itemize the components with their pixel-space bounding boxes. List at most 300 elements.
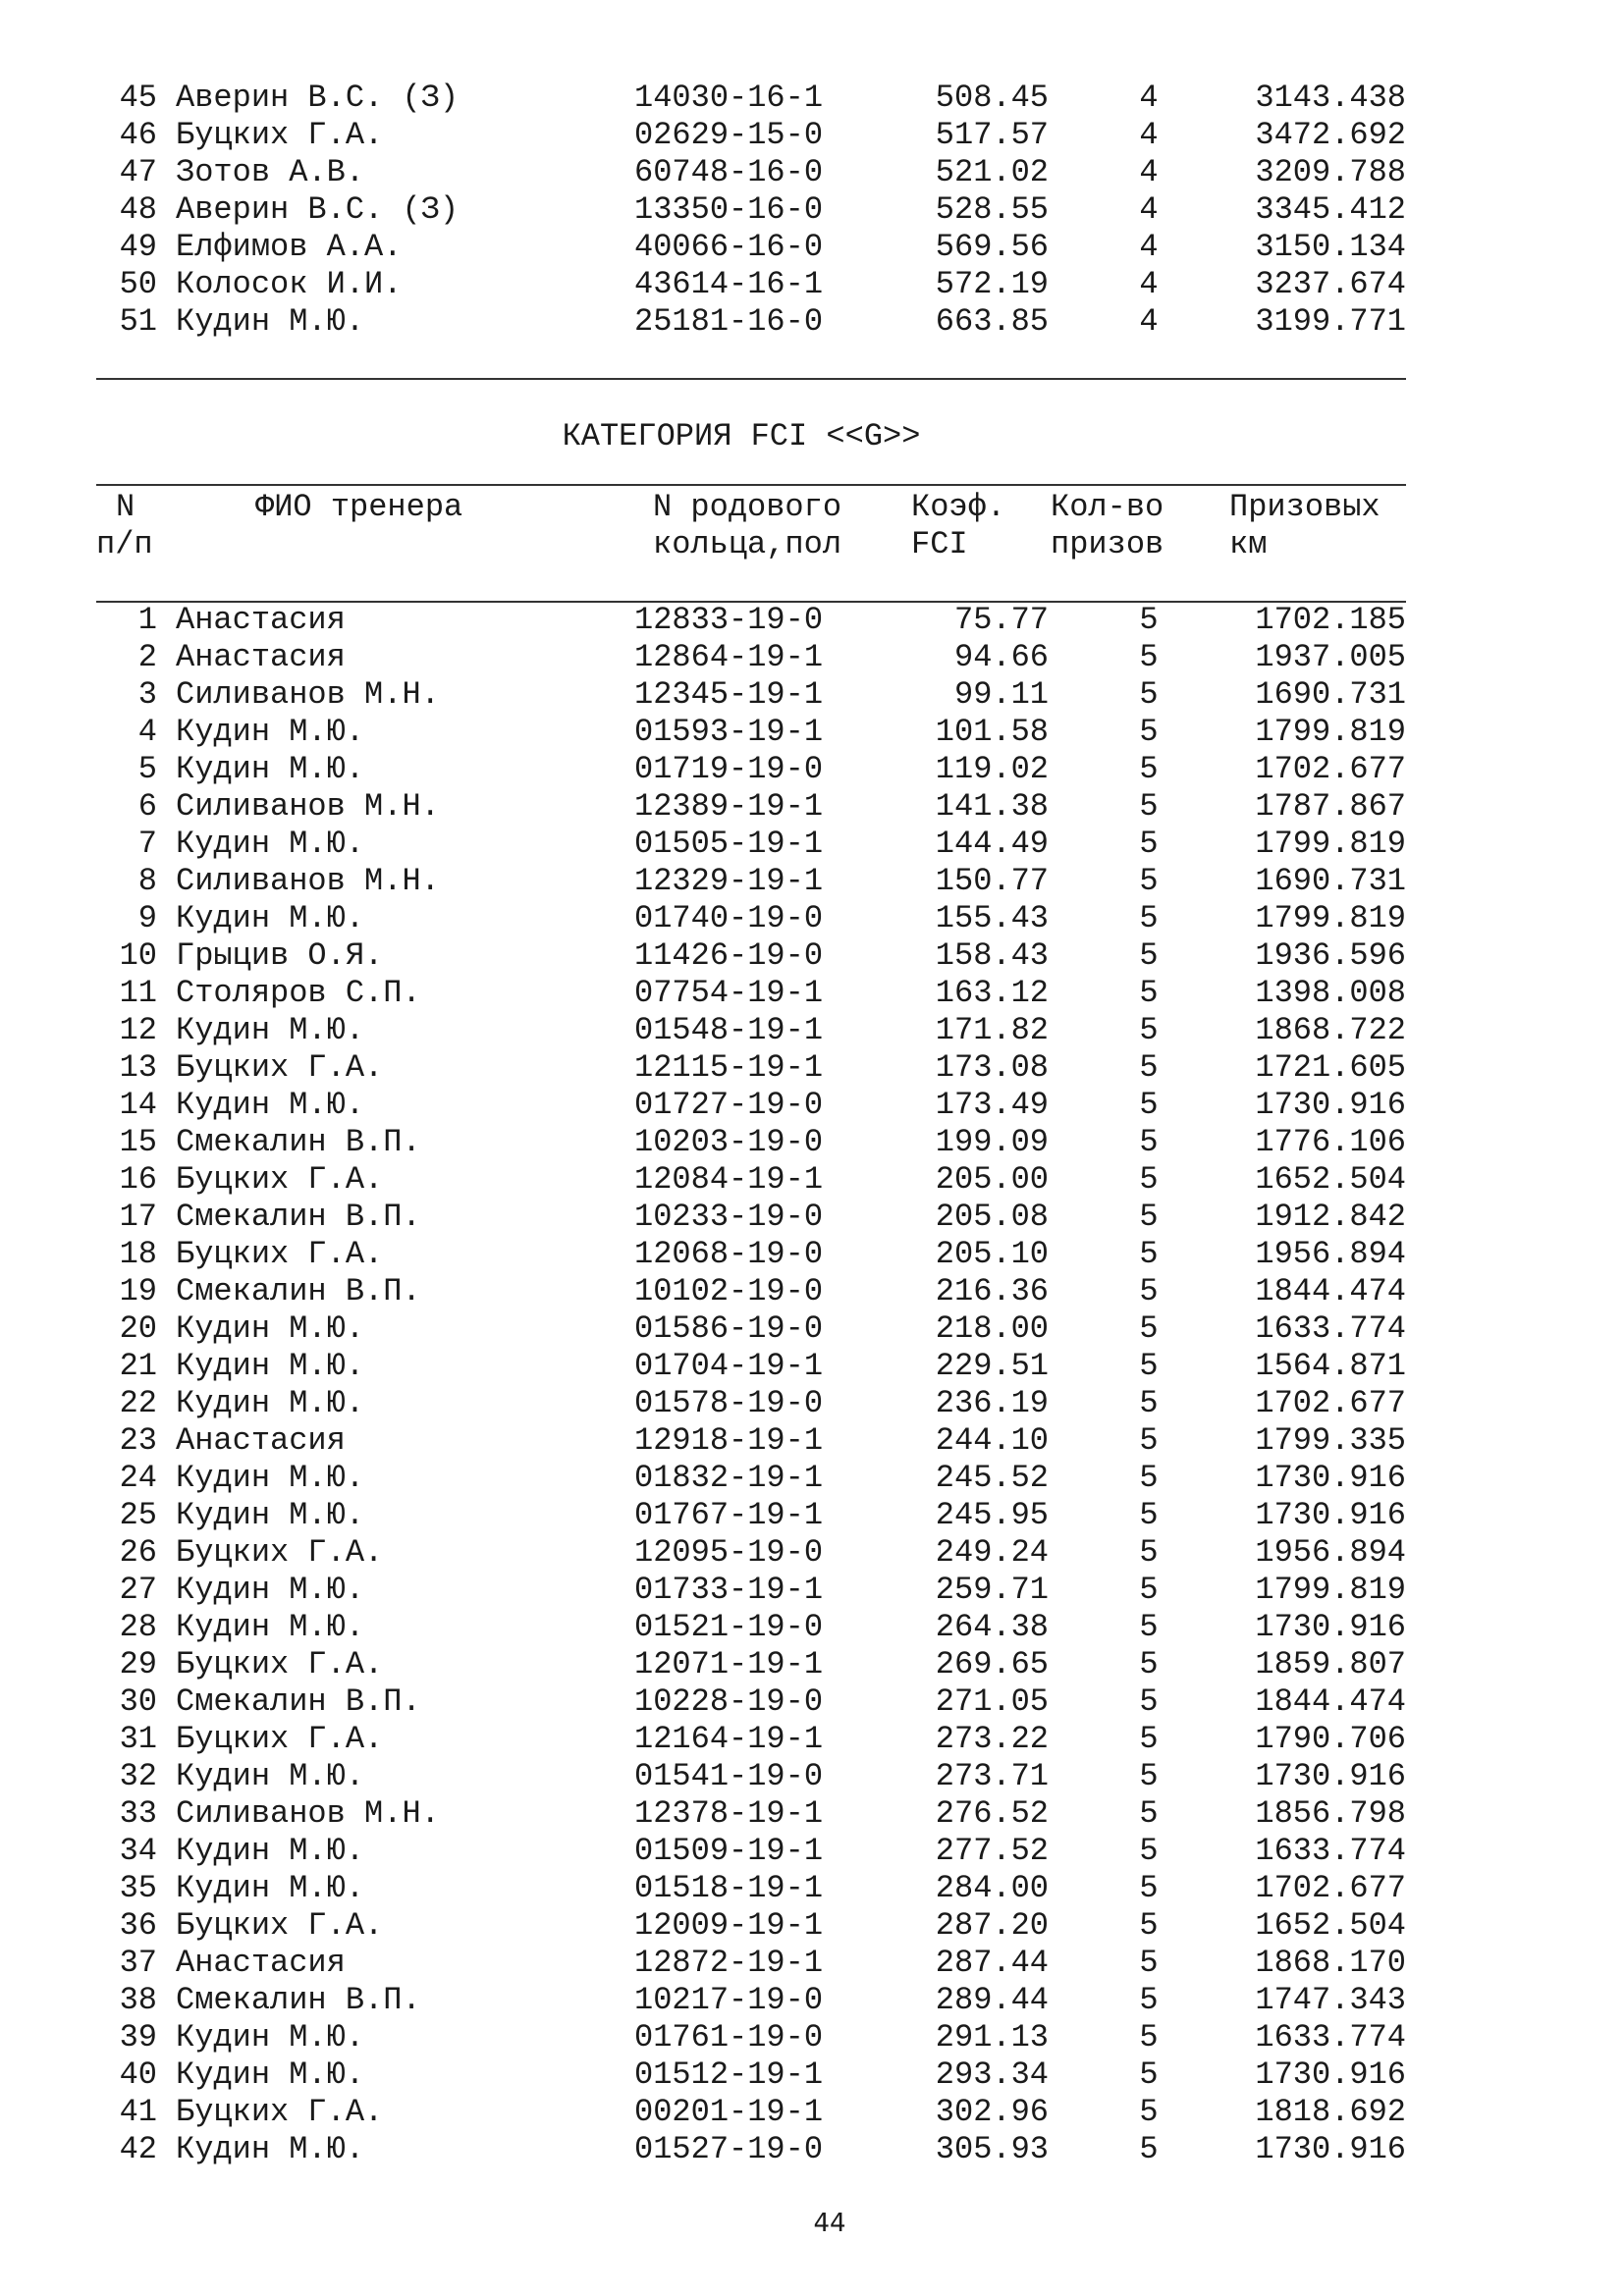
table-row — [0, 2056, 1624, 2094]
table-row — [0, 1721, 1624, 1758]
table-row — [0, 1422, 1624, 1460]
coach-name: Буцких Г.А. — [176, 1721, 384, 1757]
ring-number: 01727-19-0 — [634, 1087, 824, 1123]
coach-name: Аверин В.С. (З) — [176, 191, 460, 228]
prize-km: 1652.504 — [1255, 1907, 1406, 1944]
fci-coefficient: 259.71 — [935, 1572, 1049, 1608]
prize-count: 5 — [1139, 2056, 1159, 2093]
prize-count: 5 — [1139, 1049, 1159, 1086]
header-top-rule — [96, 484, 1406, 486]
row-number: 19 — [119, 1273, 157, 1309]
prize-count: 5 — [1139, 1982, 1159, 2018]
coach-name: Кудин М.Ю. — [176, 1572, 365, 1608]
row-number: 36 — [119, 1907, 157, 1944]
table-row — [0, 117, 1624, 154]
prize-count: 5 — [1139, 1012, 1159, 1048]
table-row — [0, 80, 1624, 117]
ring-number: 01548-19-1 — [634, 1012, 824, 1048]
coach-name: Смекалин В.П. — [176, 1683, 421, 1720]
prize-count: 4 — [1139, 117, 1159, 153]
table-row — [0, 1385, 1624, 1422]
ring-number: 12329-19-1 — [634, 863, 824, 899]
coach-name: Кудин М.Ю. — [176, 2019, 365, 2056]
coach-name: Зотов А.В. — [176, 154, 365, 190]
prize-count: 5 — [1139, 1422, 1159, 1459]
prize-km: 1730.916 — [1255, 1609, 1406, 1645]
prize-count: 5 — [1139, 1646, 1159, 1682]
ring-number: 12068-19-0 — [634, 1236, 824, 1272]
row-number: 37 — [119, 1945, 157, 1981]
ring-number: 14030-16-1 — [634, 80, 824, 116]
prize-count: 5 — [1139, 826, 1159, 862]
prize-km: 1799.819 — [1255, 1572, 1406, 1608]
header-km-sub: км — [1229, 526, 1268, 562]
ring-number: 12164-19-1 — [634, 1721, 824, 1757]
prize-count: 5 — [1139, 1460, 1159, 1496]
row-number: 35 — [119, 1870, 157, 1906]
fci-coefficient: 273.71 — [935, 1758, 1049, 1794]
prize-count: 5 — [1139, 788, 1159, 825]
ring-number: 01733-19-1 — [634, 1572, 824, 1608]
prize-km: 3209.788 — [1255, 154, 1406, 190]
fci-coefficient: 75.77 — [953, 602, 1049, 638]
ring-number: 02629-15-0 — [634, 117, 824, 153]
header-ring-sub: кольца,пол — [653, 526, 842, 562]
coach-name: Анастасия — [176, 602, 346, 638]
prize-km: 1859.807 — [1255, 1646, 1406, 1682]
row-number: 12 — [119, 1012, 157, 1048]
prize-km: 1730.916 — [1255, 1087, 1406, 1123]
ring-number: 25181-16-0 — [634, 303, 824, 340]
coach-name: Кудин М.Ю. — [176, 1833, 365, 1869]
row-number: 32 — [119, 1758, 157, 1794]
ring-number: 01521-19-0 — [634, 1609, 824, 1645]
row-number: 11 — [119, 975, 157, 1011]
header-coach-name: ФИО тренера — [255, 489, 463, 525]
prize-km: 1799.819 — [1255, 900, 1406, 936]
coach-name: Грыцив О.Я. — [176, 937, 384, 974]
table-row — [0, 1273, 1624, 1310]
fci-coefficient: 277.52 — [935, 1833, 1049, 1869]
row-number: 42 — [119, 2131, 157, 2167]
prize-km: 1702.677 — [1255, 751, 1406, 787]
prize-count: 5 — [1139, 1534, 1159, 1571]
table-row — [0, 826, 1624, 863]
fci-coefficient: 291.13 — [935, 2019, 1049, 2056]
prize-count: 5 — [1139, 863, 1159, 899]
ring-number: 00201-19-1 — [634, 2094, 824, 2130]
header-count: Кол-во — [1051, 489, 1164, 525]
row-number: 30 — [119, 1683, 157, 1720]
table-row — [0, 2131, 1624, 2168]
coach-name: Кудин М.Ю. — [176, 826, 365, 862]
coach-name: Кудин М.Ю. — [176, 1012, 365, 1048]
prize-count: 5 — [1139, 1236, 1159, 1272]
coach-name: Аверин В.С. (З) — [176, 80, 460, 116]
ring-number: 01578-19-0 — [634, 1385, 824, 1421]
ring-number: 12095-19-0 — [634, 1534, 824, 1571]
coach-name: Кудин М.Ю. — [176, 900, 365, 936]
table-row — [0, 1683, 1624, 1721]
ring-number: 01527-19-0 — [634, 2131, 824, 2167]
ring-number: 01518-19-1 — [634, 1870, 824, 1906]
ring-number: 01541-19-0 — [634, 1758, 824, 1794]
ring-number: 01512-19-1 — [634, 2056, 824, 2093]
ring-number: 01740-19-0 — [634, 900, 824, 936]
ring-number: 10233-19-0 — [634, 1199, 824, 1235]
header-km: Призовых — [1229, 489, 1380, 525]
ring-number: 13350-16-0 — [634, 191, 824, 228]
table-row — [0, 1460, 1624, 1497]
table-row — [0, 303, 1624, 341]
coach-name: Буцких Г.А. — [176, 1646, 384, 1682]
ring-number: 01767-19-1 — [634, 1497, 824, 1533]
coach-name: Кудин М.Ю. — [176, 1609, 365, 1645]
coach-name: Кудин М.Ю. — [176, 2131, 365, 2167]
ring-number: 10217-19-0 — [634, 1982, 824, 2018]
table-row — [0, 1795, 1624, 1833]
row-number: 14 — [119, 1087, 157, 1123]
coach-name: Смекалин В.П. — [176, 1982, 421, 2018]
table-row — [0, 1758, 1624, 1795]
fci-coefficient: 158.43 — [935, 937, 1049, 974]
prize-km: 1633.774 — [1255, 1833, 1406, 1869]
table-row — [0, 1236, 1624, 1273]
prize-km: 1799.819 — [1255, 714, 1406, 750]
fci-coefficient: 528.55 — [935, 191, 1049, 228]
row-number: 5 — [137, 751, 157, 787]
ring-number: 01509-19-1 — [634, 1833, 824, 1869]
coach-name: Смекалин В.П. — [176, 1199, 421, 1235]
coach-name: Кудин М.Ю. — [176, 714, 365, 750]
coach-name: Кудин М.Ю. — [176, 1087, 365, 1123]
prize-km: 1398.008 — [1255, 975, 1406, 1011]
coach-name: Буцких Г.А. — [176, 1236, 384, 1272]
ring-number: 10228-19-0 — [634, 1683, 824, 1720]
table-row — [0, 1945, 1624, 1982]
row-number: 13 — [119, 1049, 157, 1086]
fci-coefficient: 119.02 — [935, 751, 1049, 787]
table-row — [0, 191, 1624, 229]
prize-count: 5 — [1139, 1310, 1159, 1347]
prize-km: 1633.774 — [1255, 1310, 1406, 1347]
table-row — [0, 1497, 1624, 1534]
ring-number: 60748-16-0 — [634, 154, 824, 190]
prize-count: 5 — [1139, 937, 1159, 974]
prize-km: 1799.819 — [1255, 826, 1406, 862]
row-number: 47 — [119, 154, 157, 190]
coach-name: Кудин М.Ю. — [176, 303, 365, 340]
table-row — [0, 788, 1624, 826]
ring-number: 10102-19-0 — [634, 1273, 824, 1309]
row-number: 8 — [137, 863, 157, 899]
prize-count: 5 — [1139, 1124, 1159, 1160]
row-number: 27 — [119, 1572, 157, 1608]
prize-count: 5 — [1139, 1273, 1159, 1309]
prize-km: 1799.335 — [1255, 1422, 1406, 1459]
ring-number: 12833-19-0 — [634, 602, 824, 638]
ring-number: 12872-19-1 — [634, 1945, 824, 1981]
fci-coefficient: 144.49 — [935, 826, 1049, 862]
fci-coefficient: 245.52 — [935, 1460, 1049, 1496]
coach-name: Силиванов М.Н. — [176, 863, 440, 899]
ring-number: 01719-19-0 — [634, 751, 824, 787]
prize-count: 5 — [1139, 900, 1159, 936]
coach-name: Кудин М.Ю. — [176, 1870, 365, 1906]
prize-km: 1956.894 — [1255, 1236, 1406, 1272]
coach-name: Кудин М.Ю. — [176, 1310, 365, 1347]
ring-number: 12009-19-1 — [634, 1907, 824, 1944]
row-number: 16 — [119, 1161, 157, 1198]
fci-coefficient: 218.00 — [935, 1310, 1049, 1347]
fci-coefficient: 236.19 — [935, 1385, 1049, 1421]
header-count-sub: призов — [1051, 526, 1164, 562]
table-row — [0, 2094, 1624, 2131]
fci-coefficient: 244.10 — [935, 1422, 1049, 1459]
table-row — [0, 1870, 1624, 1907]
ring-number: 12115-19-1 — [634, 1049, 824, 1086]
row-number: 6 — [137, 788, 157, 825]
prize-count: 5 — [1139, 1199, 1159, 1235]
row-number: 3 — [137, 676, 157, 713]
prize-count: 5 — [1139, 1795, 1159, 1832]
fci-coefficient: 99.11 — [953, 676, 1049, 713]
coach-name: Буцких Г.А. — [176, 2094, 384, 2130]
fci-coefficient: 205.10 — [935, 1236, 1049, 1272]
prize-km: 3143.438 — [1255, 80, 1406, 116]
row-number: 46 — [119, 117, 157, 153]
coach-name: Кудин М.Ю. — [176, 751, 365, 787]
prize-km: 1936.596 — [1255, 937, 1406, 974]
table-row — [0, 1310, 1624, 1348]
prize-count: 5 — [1139, 2094, 1159, 2130]
table-row — [0, 676, 1624, 714]
prize-count: 4 — [1139, 229, 1159, 265]
prize-count: 5 — [1139, 1609, 1159, 1645]
prize-count: 4 — [1139, 80, 1159, 116]
row-number: 48 — [119, 191, 157, 228]
prize-count: 5 — [1139, 1348, 1159, 1384]
prize-count: 5 — [1139, 1572, 1159, 1608]
header-coef-sub: FCI — [911, 526, 968, 562]
header-ring: N родового — [653, 489, 842, 525]
header-n: N — [116, 489, 135, 525]
fci-coefficient: 216.36 — [935, 1273, 1049, 1309]
table-row — [0, 1199, 1624, 1236]
coach-name: Кудин М.Ю. — [176, 1758, 365, 1794]
prize-count: 4 — [1139, 303, 1159, 340]
row-number: 17 — [119, 1199, 157, 1235]
prize-count: 5 — [1139, 1683, 1159, 1720]
table-row — [0, 154, 1624, 191]
prize-km: 1730.916 — [1255, 1758, 1406, 1794]
row-number: 33 — [119, 1795, 157, 1832]
coach-name: Буцких Г.А. — [176, 117, 384, 153]
prize-count: 5 — [1139, 1758, 1159, 1794]
page-number: 44 — [813, 2209, 846, 2238]
header-coef: Коэф. — [911, 489, 1006, 525]
prize-km: 1747.343 — [1255, 1982, 1406, 2018]
prize-km: 1868.170 — [1255, 1945, 1406, 1981]
row-number: 41 — [119, 2094, 157, 2130]
prize-km: 1790.706 — [1255, 1721, 1406, 1757]
table-row — [0, 1572, 1624, 1609]
ring-number: 01593-19-1 — [634, 714, 824, 750]
prize-km: 1956.894 — [1255, 1534, 1406, 1571]
row-number: 38 — [119, 1982, 157, 2018]
prize-km: 1702.677 — [1255, 1870, 1406, 1906]
prize-km: 1690.731 — [1255, 863, 1406, 899]
fci-coefficient: 173.49 — [935, 1087, 1049, 1123]
coach-name: Силиванов М.Н. — [176, 1795, 440, 1832]
prize-km: 1633.774 — [1255, 2019, 1406, 2056]
fci-coefficient: 663.85 — [935, 303, 1049, 340]
prize-count: 5 — [1139, 1833, 1159, 1869]
prize-count: 4 — [1139, 266, 1159, 302]
prize-km: 1702.677 — [1255, 1385, 1406, 1421]
ring-number: 12071-19-1 — [634, 1646, 824, 1682]
prize-km: 1564.871 — [1255, 1348, 1406, 1384]
row-number: 28 — [119, 1609, 157, 1645]
table-row — [0, 1161, 1624, 1199]
coach-name: Анастасия — [176, 1945, 346, 1981]
prize-km: 1937.005 — [1255, 639, 1406, 675]
fci-coefficient: 269.65 — [935, 1646, 1049, 1682]
table-row — [0, 1012, 1624, 1049]
coach-name: Силиванов М.Н. — [176, 676, 440, 713]
category-title: КАТЕГОРИЯ FCI <<G>> — [562, 418, 921, 454]
prize-km: 3150.134 — [1255, 229, 1406, 265]
table-row — [0, 975, 1624, 1012]
prize-count: 5 — [1139, 639, 1159, 675]
row-number: 40 — [119, 2056, 157, 2093]
ring-number: 12389-19-1 — [634, 788, 824, 825]
table-row — [0, 937, 1624, 975]
coach-name: Кудин М.Ю. — [176, 1348, 365, 1384]
row-number: 31 — [119, 1721, 157, 1757]
prize-count: 5 — [1139, 1945, 1159, 1981]
fci-coefficient: 517.57 — [935, 117, 1049, 153]
fci-coefficient: 205.00 — [935, 1161, 1049, 1198]
fci-coefficient: 264.38 — [935, 1609, 1049, 1645]
ring-number: 10203-19-0 — [634, 1124, 824, 1160]
table-row — [0, 1833, 1624, 1870]
prize-km: 3345.412 — [1255, 191, 1406, 228]
row-number: 49 — [119, 229, 157, 265]
table-row — [0, 900, 1624, 937]
ring-number: 01761-19-0 — [634, 2019, 824, 2056]
fci-coefficient: 273.22 — [935, 1721, 1049, 1757]
prize-km: 1912.842 — [1255, 1199, 1406, 1235]
row-number: 9 — [137, 900, 157, 936]
table-row — [0, 1982, 1624, 2019]
table-row — [0, 1646, 1624, 1683]
fci-coefficient: 229.51 — [935, 1348, 1049, 1384]
prize-km: 3237.674 — [1255, 266, 1406, 302]
table-row — [0, 639, 1624, 676]
table-row — [0, 229, 1624, 266]
ring-number: 12918-19-1 — [634, 1422, 824, 1459]
prize-km: 3472.692 — [1255, 117, 1406, 153]
prize-count: 5 — [1139, 676, 1159, 713]
ring-number: 12345-19-1 — [634, 676, 824, 713]
prize-km: 1856.798 — [1255, 1795, 1406, 1832]
prize-km: 1690.731 — [1255, 676, 1406, 713]
fci-coefficient: 284.00 — [935, 1870, 1049, 1906]
ring-number: 11426-19-0 — [634, 937, 824, 974]
fci-coefficient: 150.77 — [935, 863, 1049, 899]
row-number: 23 — [119, 1422, 157, 1459]
fci-coefficient: 508.45 — [935, 80, 1049, 116]
header-n-sub: п/п — [96, 526, 153, 562]
row-number: 4 — [137, 714, 157, 750]
fci-coefficient: 302.96 — [935, 2094, 1049, 2130]
fci-coefficient: 155.43 — [935, 900, 1049, 936]
prize-km: 1730.916 — [1255, 1460, 1406, 1496]
prize-km: 1818.692 — [1255, 2094, 1406, 2130]
row-number: 18 — [119, 1236, 157, 1272]
row-number: 39 — [119, 2019, 157, 2056]
ring-number: 12084-19-1 — [634, 1161, 824, 1198]
prize-km: 1730.916 — [1255, 2131, 1406, 2167]
coach-name: Смекалин В.П. — [176, 1124, 421, 1160]
prize-km: 1702.185 — [1255, 602, 1406, 638]
prize-count: 4 — [1139, 191, 1159, 228]
ring-number: 12864-19-1 — [634, 639, 824, 675]
prize-count: 5 — [1139, 2131, 1159, 2167]
row-number: 2 — [137, 639, 157, 675]
table-row — [0, 714, 1624, 751]
fci-coefficient: 289.44 — [935, 1982, 1049, 2018]
row-number: 50 — [119, 266, 157, 302]
table-row — [0, 1087, 1624, 1124]
ring-number: 07754-19-1 — [634, 975, 824, 1011]
prize-count: 5 — [1139, 751, 1159, 787]
fci-coefficient: 293.34 — [935, 2056, 1049, 2093]
prize-km: 1730.916 — [1255, 2056, 1406, 2093]
row-number: 45 — [119, 80, 157, 116]
prize-count: 5 — [1139, 1497, 1159, 1533]
fci-coefficient: 521.02 — [935, 154, 1049, 190]
prize-km: 1652.504 — [1255, 1161, 1406, 1198]
prize-count: 5 — [1139, 714, 1159, 750]
fci-coefficient: 572.19 — [935, 266, 1049, 302]
coach-name: Буцких Г.А. — [176, 1534, 384, 1571]
table-row — [0, 1348, 1624, 1385]
prize-count: 5 — [1139, 2019, 1159, 2056]
fci-coefficient: 163.12 — [935, 975, 1049, 1011]
fci-coefficient: 94.66 — [953, 639, 1049, 675]
coach-name: Силиванов М.Н. — [176, 788, 440, 825]
prize-km: 1844.474 — [1255, 1273, 1406, 1309]
prize-count: 5 — [1139, 602, 1159, 638]
row-number: 34 — [119, 1833, 157, 1869]
prize-km: 3199.771 — [1255, 303, 1406, 340]
ring-number: 12378-19-1 — [634, 1795, 824, 1832]
row-number: 7 — [137, 826, 157, 862]
table-row — [0, 1049, 1624, 1087]
table-row — [0, 751, 1624, 788]
prize-km: 1730.916 — [1255, 1497, 1406, 1533]
fci-coefficient: 287.44 — [935, 1945, 1049, 1981]
coach-name: Буцких Г.А. — [176, 1907, 384, 1944]
row-number: 1 — [137, 602, 157, 638]
coach-name: Кудин М.Ю. — [176, 2056, 365, 2093]
table-row — [0, 1534, 1624, 1572]
prize-count: 5 — [1139, 1385, 1159, 1421]
fci-coefficient: 249.24 — [935, 1534, 1049, 1571]
coach-name: Буцких Г.А. — [176, 1161, 384, 1198]
